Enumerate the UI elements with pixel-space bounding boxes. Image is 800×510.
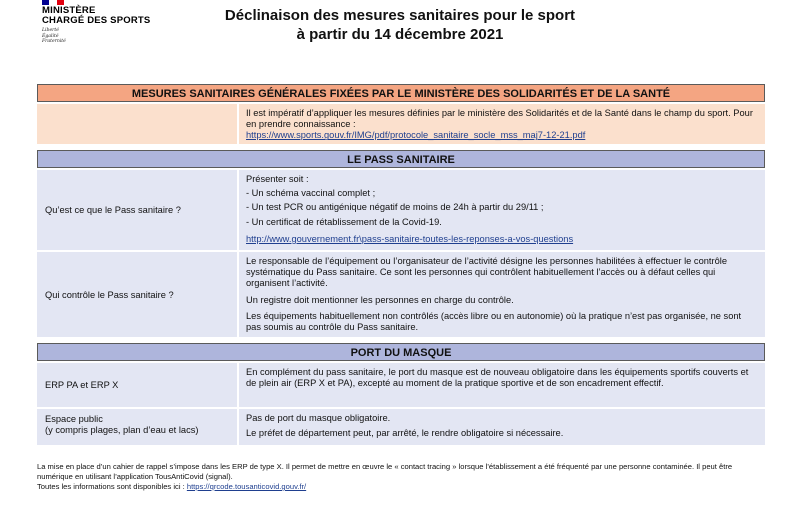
logo-line2: CHARGÉ DES SPORTS (42, 15, 151, 26)
general-measures-text: Il est impératif d’appliquer les mesures définies par le ministère des Solidarités et de la Santé dans le champ du sport. Pour en prendre connaissance : (246, 108, 753, 130)
ministry-logo (42, 0, 150, 45)
pass-what-content (239, 170, 765, 250)
masque-erp-label: ERP PA et ERP X (37, 363, 237, 407)
footnote-prefix: Toutes les informations sont disponibles ici : (37, 482, 187, 491)
masque-heading: PORT DU MASQUE (37, 343, 765, 361)
pass-section (37, 150, 765, 337)
logo-line1: MINISTÈRE (42, 5, 96, 16)
footnote-line2 (37, 482, 767, 492)
footnote-line1: La mise en place d’un cahier de rappel s’impose dans les ERP de type X. Il permet de mettre en œuvre le « contact tracing » lorsque l’établissement a été fréquenté par une personne contaminée. Il peut être numérique en utilisant l’application TousAntiCovid (signal). (37, 462, 733, 481)
pass-who-row (37, 252, 765, 337)
pass-what-item-1: - Un schéma vaccinal complet ; (246, 188, 376, 199)
general-measures-content (239, 104, 765, 144)
logo-motto (42, 28, 150, 45)
pass-what-item-2: - Un test PCR ou antigénique négatif de moins de 24h à partir du 29/11 ; (246, 202, 544, 213)
masque-erp-text: En complément du pass sanitaire, le port du masque est de nouveau obligatoire dans les équipements sportifs couverts et de plein air (ERP X et PA), excepté au moment de la pratique sportive et de son encadrement effectif. (246, 367, 749, 389)
title-line2: à partir du 14 décembre 2021 (296, 26, 504, 43)
pass-what-intro: Présenter soit : (246, 174, 309, 184)
pass-who-p1: Le responsable de l’équipement ou l’organisateur de l’activité désigne les personnes habilitées à effectuer le contrôle systématique du Pass sanitaire. Ce sont les personnes qui contrôlent habituellement l’accès ou à défaut celles qui organisent l’activité. (246, 256, 727, 289)
footnote (37, 462, 767, 492)
pass-what-item-3: - Un certificat de rétablissement de la Covid-19. (246, 216, 442, 227)
masque-erp-content (239, 363, 765, 407)
page-title (190, 6, 610, 44)
masque-section (37, 343, 765, 445)
masque-public-label-line1: Espace public (45, 414, 103, 424)
pass-who-content (239, 252, 765, 337)
masque-public-p2: Le préfet de département peut, par arrêté, le rendre obligatoire si nécessaire. (246, 428, 564, 439)
title-line1: Déclinaison des mesures sanitaires pour le sport (224, 7, 576, 24)
pass-who-label: Qui contrôle le Pass sanitaire ? (37, 252, 237, 337)
motto-liberte: Liberté (42, 28, 59, 33)
protocol-link[interactable]: https://www.sports.gouv.fr/IMG/pdf/protocole_sanitaire_socle_mss_maj7-12-21.pdf (246, 130, 586, 141)
pass-what-list (246, 174, 757, 228)
masque-public-label (37, 409, 237, 445)
pass-heading: LE PASS SANITAIRE (37, 150, 765, 168)
general-measures-section (37, 84, 765, 144)
pass-who-p2: Un registre doit mentionner les personnes en charge du contrôle. (246, 294, 514, 305)
masque-public-p1: Pas de port du masque obligatoire. (246, 413, 391, 423)
tousanticovid-link[interactable]: https://qrcode.tousanticovid.gouv.fr/ (186, 482, 307, 491)
masque-erp-row (37, 363, 765, 407)
pass-what-label: Qu’est ce que le Pass sanitaire ? (37, 170, 237, 250)
general-measures-row (37, 104, 765, 144)
general-measures-heading: MESURES SANITAIRES GÉNÉRALES FIXÉES PAR LE MINISTÈRE DES SOLIDARITÉS ET DE LA SANTÉ (37, 84, 765, 102)
motto-fraternite: Fraternité (42, 39, 66, 45)
general-measures-label-cell (37, 104, 237, 144)
motto-egalite: Égalité (42, 33, 59, 39)
masque-public-label-line2: (y compris plages, plan d’eau et lacs) (45, 425, 199, 435)
masque-public-content (239, 409, 765, 445)
pass-who-p3: Les équipements habituellement non contrôlés (accès libre ou en autonomie) où la pratique n’est pas organisée, ne sont pas soumis au contrôle du Pass sanitaire. (246, 310, 742, 333)
pass-what-row (37, 170, 765, 250)
gouvernement-link[interactable]: http://www.gouvernement.fr\pass-sanitaire-toutes-les-reponses-a-vos-questions (246, 233, 574, 244)
masque-public-row (37, 409, 765, 445)
